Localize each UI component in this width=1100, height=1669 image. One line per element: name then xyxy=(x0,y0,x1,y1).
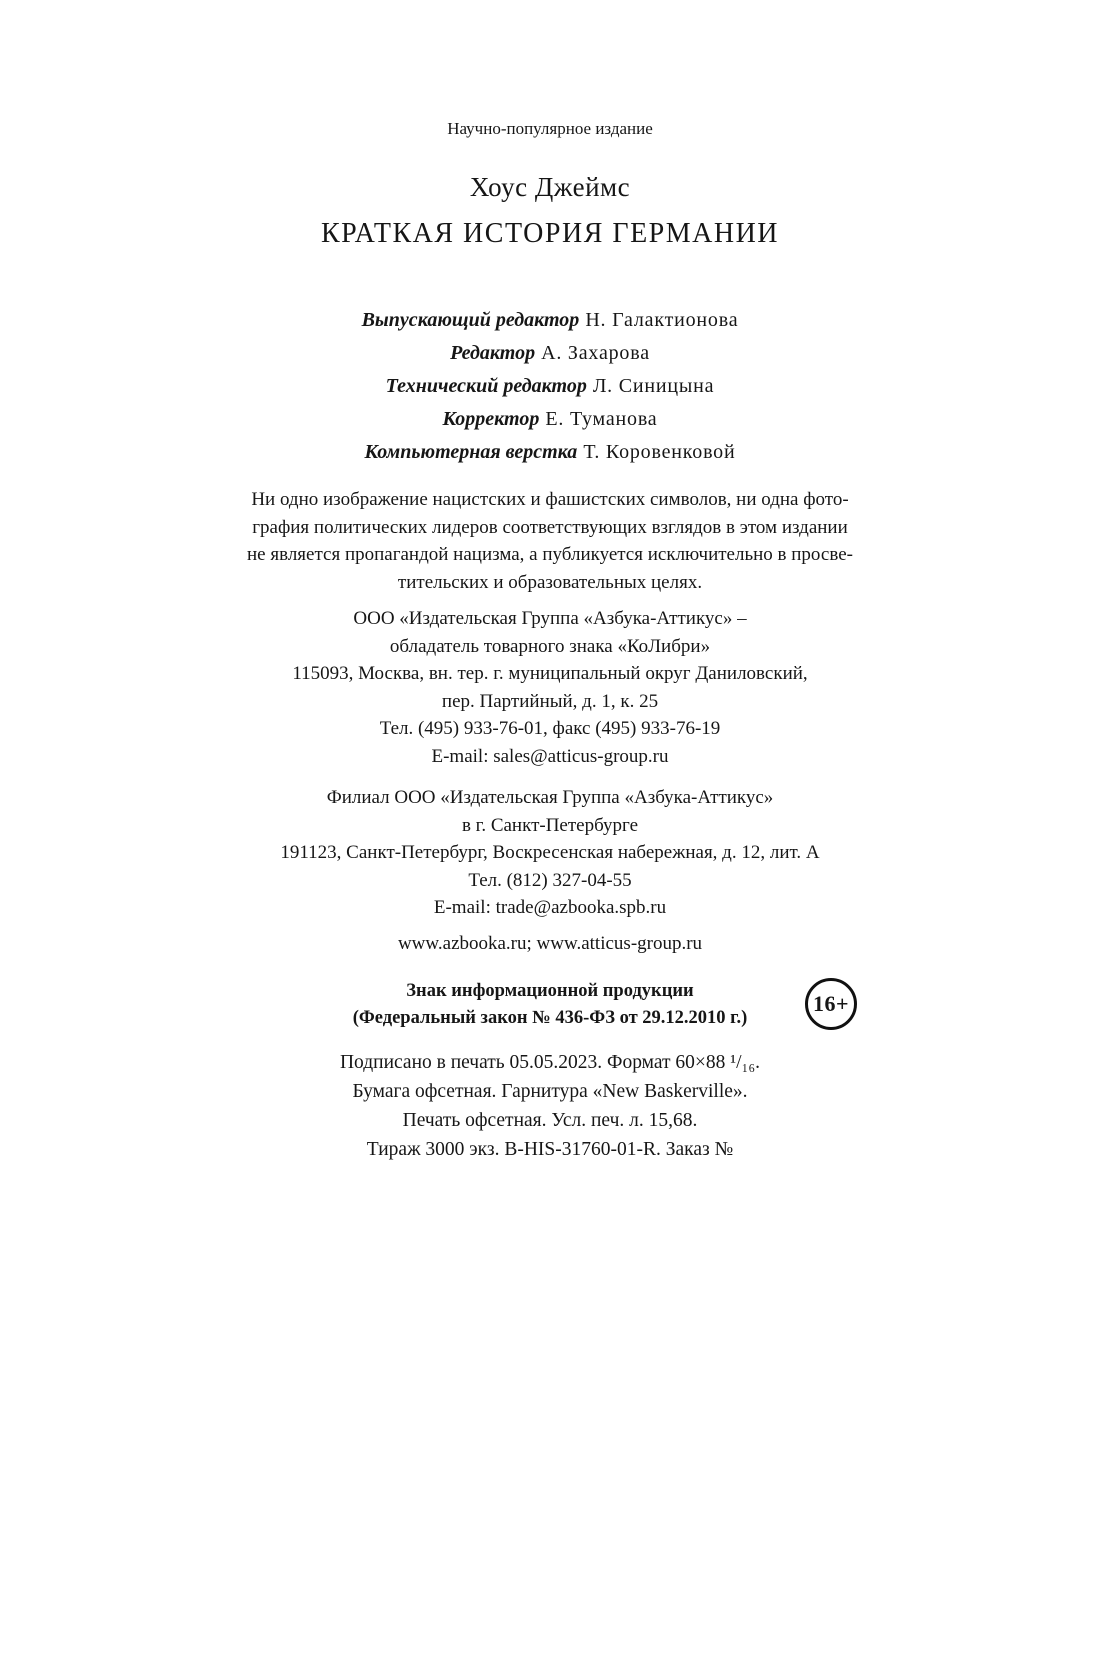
author-name: Хоус Джеймс xyxy=(469,172,631,202)
age-rating-label: Знак информационной продукции xyxy=(406,980,694,1001)
edition-type: Научно-популярное издание xyxy=(447,119,653,138)
credit-line xyxy=(0,337,1100,370)
print-info-line: Бумага офсетная. Гарнитура «New Baskerville». xyxy=(352,1080,748,1102)
credit-role: Компьютерная верстка xyxy=(364,441,578,463)
credit-name: Л. Синицына xyxy=(592,375,715,397)
credit-name: Н. Галактионова xyxy=(585,309,739,331)
branch-line: Филиал ООО «Издательская Группа «Азбука-Аттикус» xyxy=(326,787,774,808)
credit-role: Редактор xyxy=(450,342,536,364)
disclaimer-line: не является пропагандой нацизма, а публикуется исключительно в просве- xyxy=(247,544,853,565)
branch-line: в г. Санкт-Петербурге xyxy=(461,814,639,836)
publisher-line: пер. Партийный, д. 1, к. 25 xyxy=(441,690,659,712)
disclaimer-line: Ни одно изображение нацистских и фашистских символов, ни одна фото- xyxy=(251,489,849,510)
credit-line xyxy=(0,304,1100,337)
branch-email: E-mail: trade@azbooka.spb.ru xyxy=(433,897,667,918)
publisher-line: обладатель товарного знака «КоЛибри» xyxy=(389,635,711,657)
branch-block xyxy=(0,784,1100,922)
print-info-line: Подписано в печать 05.05.2023. Формат 60×88 ¹/₁₆. xyxy=(339,1051,761,1073)
branch-line: 191123, Санкт-Петербург, Воскресенская набережная, д. 12, лит. А xyxy=(280,842,820,863)
credit-name: А. Захарова xyxy=(541,342,650,364)
credit-role: Технический редактор xyxy=(385,375,587,397)
print-info-block xyxy=(0,1048,1100,1164)
websites-line: www.azbooka.ru; www.atticus-group.ru xyxy=(397,932,703,954)
credit-name: Т. Коровенковой xyxy=(583,441,736,463)
credit-line xyxy=(0,370,1100,403)
credit-line xyxy=(0,436,1100,469)
disclaimer xyxy=(0,486,1100,596)
disclaimer-line: графия политических лидеров соответствующих взглядов в этом издании xyxy=(252,516,848,538)
branch-line: Тел. (812) 327-04-55 xyxy=(468,869,632,891)
credits-block xyxy=(0,304,1100,469)
credit-line xyxy=(0,403,1100,436)
credit-name: Е. Туманова xyxy=(545,408,658,430)
disclaimer-line: тительских и образовательных целях. xyxy=(397,571,703,593)
age-rating-law: (Федеральный закон № 436-ФЗ от 29.12.2010 г.) xyxy=(352,1007,748,1028)
publisher-line: 115093, Москва, вн. тер. г. муниципальный округ Даниловский, xyxy=(292,663,808,684)
age-rating-block xyxy=(0,978,1100,1032)
credit-role: Выпускающий редактор xyxy=(361,309,580,331)
print-info-line: Печать офсетная. Усл. печ. л. 15,68. xyxy=(402,1109,698,1131)
print-info-line: Тираж 3000 экз. B-HIS-31760-01-R. Заказ № xyxy=(366,1138,734,1160)
publisher-line: Тел. (495) 933-76-01, факс (495) 933-76-19 xyxy=(379,718,721,739)
credit-role: Корректор xyxy=(442,408,540,430)
publisher-email: E-mail: sales@atticus-group.ru xyxy=(431,745,669,767)
age-rating-badge: 16+ xyxy=(805,978,857,1030)
publisher-line: ООО «Издательская Группа «Азбука-Аттикус» – xyxy=(353,608,747,629)
book-title: КРАТКАЯ ИСТОРИЯ ГЕРМАНИИ xyxy=(320,218,780,249)
publisher-block xyxy=(0,605,1100,770)
